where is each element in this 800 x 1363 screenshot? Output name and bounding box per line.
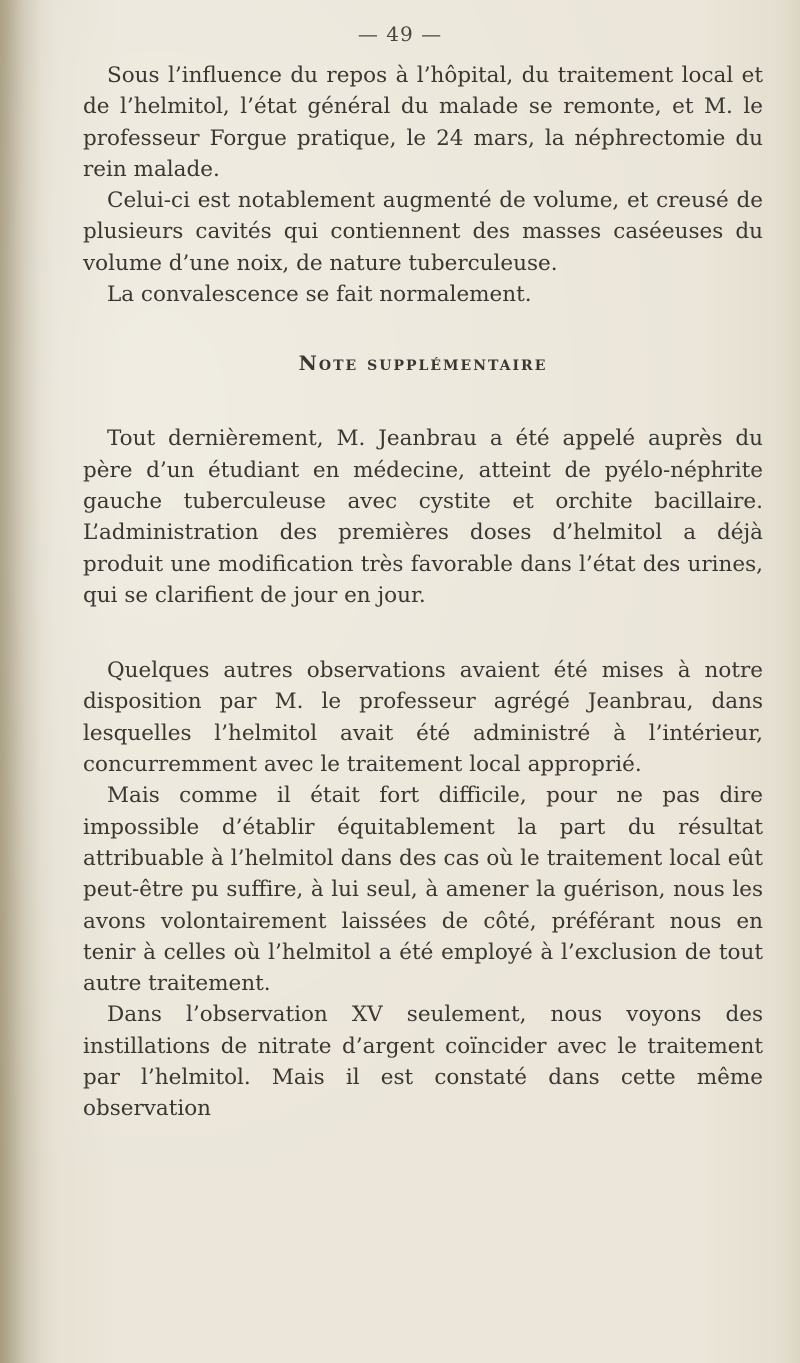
- paragraph: La convalescence se fait normalement.: [107, 282, 532, 308]
- paragraph: Sous l’influence du repos à l’hôpital, du traitement local et de l’helmitol, l’état général du malade se remonte, et M. le professeur Forgue pratique, le 24 mars, la néphrectomie du rein malade.: [83, 63, 763, 182]
- spacer: [83, 310, 763, 348]
- paragraph: Quelques autres observations avaient été mises à notre disposition par M. le professeur agrégé Jeanbrau, dans lesquelles l’helmitol avait été administré à l’intérieur, concurremment avec le traitement local approprié.: [83, 658, 763, 778]
- page-number: — 49 —: [357, 22, 443, 46]
- paragraph: Mais comme il était fort difficile, pour ne pas dire impossible d’établir équitablement la part du résultat attribuable à l’helmitol dans des cas où le traitement local eût peut-être pu suffire, à lui seul, à amener la guérison, nous les avons volontairement laissées de côté, préférant nous en tenir à celles où l’helmitol a été employé à l’exclusion de tout autre traitement.: [83, 783, 763, 997]
- section-heading: Note supplémentaire: [298, 351, 548, 376]
- spacer: [83, 378, 763, 423]
- paragraph: Dans l’observation XV seulement, nous voyons des instillations de nitrate d’argent coïncider avec le traitement par l’helmitol. Mais il est constaté dans cette même observation: [83, 1002, 763, 1122]
- spacer: [83, 611, 763, 655]
- body-text: [83, 60, 763, 1125]
- binding-shadow: [0, 0, 40, 1363]
- paragraph: Tout dernièrement, M. Jeanbrau a été appelé auprès du père d’un étudiant en médecine, atteint de pyélo-néphrite gauche tuberculeuse avec cystite et orchite bacillaire. L’administration des premières doses d’helmitol a déjà produit une modification très favorable dans l’état des urines, qui se clarifient de jour en jour.: [83, 426, 763, 608]
- paragraph: Celui-ci est notablement augmenté de volume, et creusé de plusieurs cavités qui contiennent des masses caséeuses du volume d’une noix, de nature tuberculeuse.: [83, 188, 763, 276]
